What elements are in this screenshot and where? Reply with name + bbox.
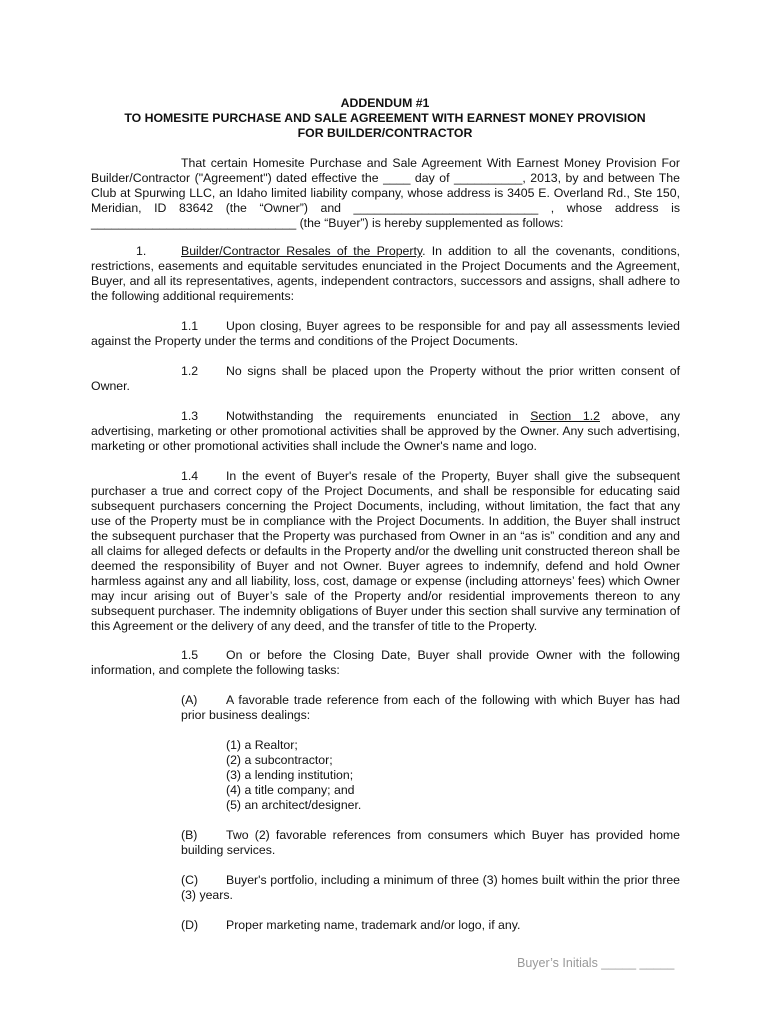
- section-1-5-number: 1.5: [181, 648, 199, 662]
- section-1-text: . In addition to all the covenants, conditions, restrictions, easements and equitable servitudes enunciated in the Project Documents and the Agreement, Buyer, and all its representatives, agents, independent contractors, successors and assigns, shall adhere to the following additional requirements:: [91, 244, 681, 303]
- item-a: [181, 693, 680, 723]
- section-1-5: [91, 648, 680, 678]
- item-d-label: (D): [181, 918, 199, 932]
- item-b-label: (B): [181, 828, 198, 842]
- section-1-number: 1.: [136, 244, 147, 258]
- section-1-4-text: In the event of Buyer's resale of the Property, Buyer shall give the subsequent purchaser a true and correct copy of the Project Documents, and shall be responsible for educating said subsequent purchasers concerning the Project Documents, including, without limitation, the fact that any use of the Property must be in compliance with the Project Documents. In addition, the Buyer shall instruct the subsequent purchaser that the Property was purchased from Owner in an “as is” condition and any and all claims for alleged defects or defaults in the Property and/or the dwelling unit constructed thereon shall be deemed the responsibility of Buyer and not Owner. Buyer agrees to indemnify, defend and hold Owner harmless against any and all liability, loss, cost, damage or expense (including attorneys’ fees) which Owner may incur arising out of Buyer’s sale of the Property and/or residential improvements thereon to any subsequent purchaser. The indemnity obligations of Buyer under this section shall survive any termination of this Agreement or the delivery of any deed, and the transfer of title to the Property.: [91, 469, 680, 633]
- addendum-title: ADDENDUM #1: [340, 96, 430, 110]
- section-1: [91, 244, 680, 304]
- section-1-4: [91, 469, 680, 634]
- reference-item: (5) an architect/designer.: [226, 798, 362, 812]
- agreement-title: TO HOMESITE PURCHASE AND SALE AGREEMENT WITH EARNEST MONEY PROVISION: [124, 111, 646, 125]
- section-1-4-number: 1.4: [181, 469, 199, 483]
- item-a-text: A favorable trade reference from each of the following with which Buyer has had prior business dealings:: [181, 693, 680, 722]
- section-1-1: [91, 319, 680, 349]
- item-c-label: (C): [181, 873, 199, 887]
- reference-item: (4) a title company; and: [226, 783, 355, 797]
- section-1-title: Builder/Contractor Resales of the Property: [181, 244, 423, 258]
- intro-paragraph: [91, 156, 680, 231]
- section-1-2: [91, 364, 680, 394]
- reference-item: (1) a Realtor;: [226, 738, 298, 752]
- section-1-3-text-a: Notwithstanding the requirements enunciated in: [226, 409, 531, 423]
- buyer-initials-field[interactable]: Buyer’s Initials _____ _____: [517, 956, 675, 970]
- section-reference-link: Section 1.2: [530, 409, 600, 423]
- item-d-text: Proper marketing name, trademark and/or logo, if any.: [226, 918, 521, 932]
- section-1-2-text: No signs shall be placed upon the Property without the prior written consent of Owner.: [91, 364, 680, 393]
- reference-item: (3) a lending institution;: [226, 768, 354, 782]
- item-b-text: Two (2) favorable references from consumers which Buyer has provided home building services.: [181, 828, 680, 857]
- agreement-subtitle: FOR BUILDER/CONTRACTOR: [297, 126, 473, 140]
- item-c: [181, 873, 680, 903]
- intro-text: That certain Homesite Purchase and Sale Agreement With Earnest Money Provision For Builder/Contractor ("Agreement") dated effective the ____ day of __________, 2013, by and between The Club at Spurwing LLC, an Idaho limited liability company, whose address is 3405 E. Overland Rd., Ste 150, Meridian, ID 83642 (the “Owner”) and ___________________________ , whose address is ______________________________ (the “Buyer”) is hereby supplemented as follows:: [91, 156, 680, 230]
- section-1-3-text-b: above, any advertising, marketing or other promotional activities shall be approved by the Owner. Any such advertising, marketing or other promotional activities shall include the Owner's name and logo.: [91, 409, 680, 453]
- section-1-1-number: 1.1: [181, 319, 199, 333]
- item-c-text: Buyer's portfolio, including a minimum of three (3) homes built within the prior three (3) years.: [181, 873, 680, 902]
- reference-item: (2) a subcontractor;: [226, 753, 333, 767]
- item-a-label: (A): [181, 693, 198, 707]
- section-1-3-number: 1.3: [181, 409, 199, 423]
- section-1-2-number: 1.2: [181, 364, 199, 378]
- section-1-3: [91, 409, 680, 454]
- item-d: [181, 918, 680, 933]
- section-1-5-text: On or before the Closing Date, Buyer shall provide Owner with the following information, and complete the following tasks:: [91, 648, 680, 677]
- section-1-1-text: Upon closing, Buyer agrees to be responsible for and pay all assessments levied against the Property under the terms and conditions of the Project Documents.: [91, 319, 680, 348]
- item-b: [181, 828, 680, 858]
